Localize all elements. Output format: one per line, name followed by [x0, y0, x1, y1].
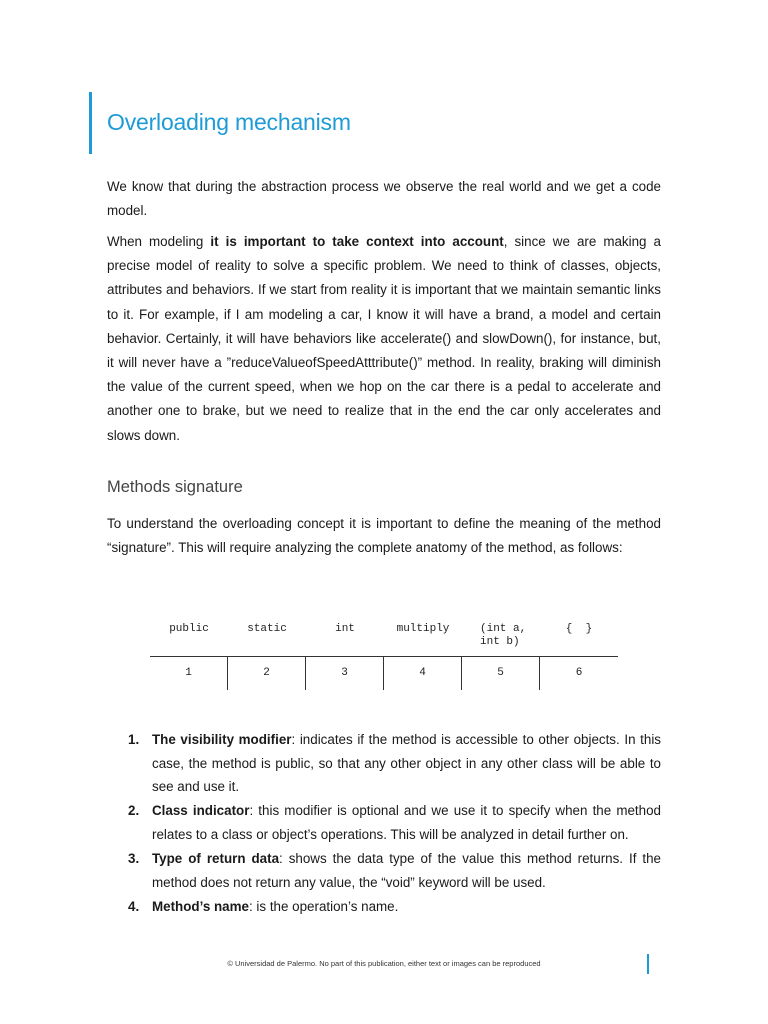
- list-item: [128, 799, 661, 846]
- list-item-term: The visibility modifier: [152, 732, 292, 747]
- signature-number: 6: [575, 667, 583, 679]
- list-item-number: 2.: [128, 803, 140, 819]
- signature-number: 2: [228, 657, 306, 690]
- list-item-term: Class indicator: [152, 803, 250, 819]
- list-item-number: 3.: [128, 850, 140, 866]
- signature-number: 5: [462, 657, 540, 690]
- list-item: [128, 728, 661, 799]
- footer-accent-bar: [647, 954, 649, 974]
- list-item-term: Method’s name: [152, 898, 249, 914]
- list-item: [128, 847, 661, 894]
- signature-number: 1: [150, 657, 228, 690]
- signature-parts-list: [128, 728, 661, 918]
- signature-parts-row: [150, 620, 618, 657]
- signature-params-line-2: int b): [480, 636, 520, 648]
- list-item-text: : indicates if the method is accessible to other objects. In this case, the method is public, so that any other object in any other class will be able to see and use it.: [152, 732, 661, 795]
- list-item-number: 4.: [128, 898, 140, 914]
- signature-number: 4: [384, 657, 462, 690]
- list-item: [128, 895, 661, 919]
- copyright-footer: © Universidad de Palermo. No part of this publication, either text or images can be reproduced: [227, 959, 541, 968]
- context-paragraph-rest: , since we are making a precise model of reality to solve a specific problem. We need to think of classes, objects, attributes and behaviors. If we start from reality it is important that we maintain semantic links to it. For example, if I am modeling a car, I know it will have a brand, a model and certain behavior. Certainly, it will have behaviors like accelerate() and slowDown(), for instance, but, it will never have a ”reduceValueofSpeedAtttribute()” method. In reality, braking will diminish the value of the current speed, when we hop on the car there is a pedal to accelerate and another one to brake, but we need to realize that in the end the car only accelerates and slows down.: [107, 234, 661, 443]
- signature-part-parameters: [462, 620, 540, 656]
- signature-part-body: { }: [565, 623, 593, 635]
- signature-part-class-indicator: static: [247, 623, 287, 635]
- signature-part-return-type: int: [335, 623, 355, 635]
- context-paragraph-start: When modeling: [107, 234, 211, 249]
- method-signature-table: [150, 620, 618, 690]
- list-item-text: : shows the data type of the value this method returns. If the method does not return any value, the “void” keyword will be used.: [152, 850, 661, 890]
- signature-number: 3: [306, 657, 384, 690]
- list-item-term: Type of return data: [152, 850, 280, 866]
- signature-numbers-row: [150, 657, 618, 690]
- title-accent-bar: [89, 92, 92, 154]
- list-item-text: : is the operation’s name.: [248, 898, 399, 914]
- signature-intro-paragraph: To understand the overloading concept it is important to define the meaning of the method “signature”. This will require analyzing the complete anatomy of the method, as follows:: [107, 516, 661, 556]
- signature-part-visibility: public: [169, 623, 209, 635]
- list-item-text: : this modifier is optional and we use it to specify when the method relates to a class or object’s operations. This will be analyzed in detail further on.: [152, 803, 661, 842]
- section-subtitle: Methods signature: [107, 478, 243, 496]
- signature-part-method-name: multiply: [396, 623, 450, 635]
- list-item-number: 1.: [128, 732, 140, 747]
- signature-params-line-1: (int a,: [480, 623, 527, 635]
- context-paragraph: [107, 230, 661, 448]
- context-paragraph-emphasis: it is important to take context into account: [210, 234, 504, 249]
- intro-paragraph: We know that during the abstraction process we observe the real world and we get a code model.: [107, 179, 661, 219]
- page-title: Overloading mechanism: [107, 109, 351, 135]
